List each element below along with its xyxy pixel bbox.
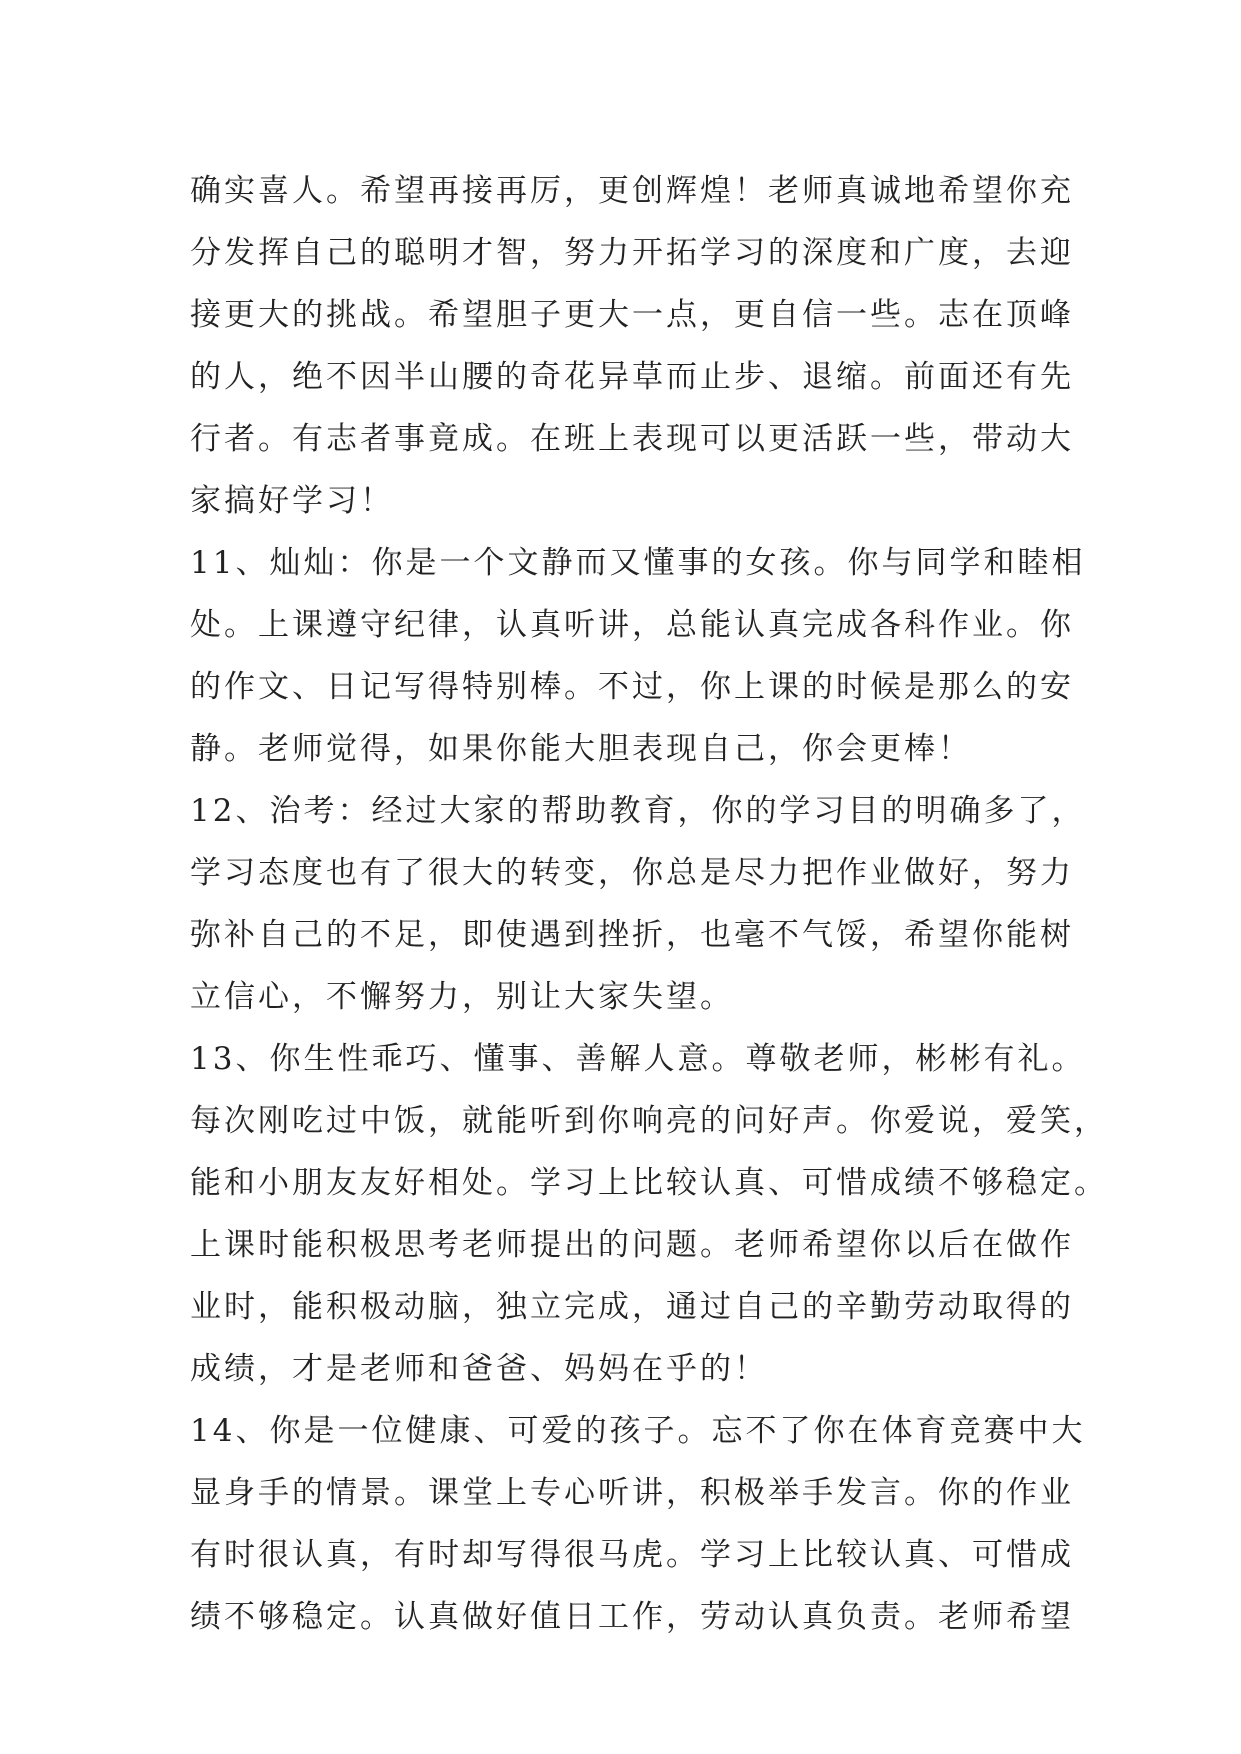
document-body xyxy=(190,160,1108,1648)
text-line: 显身手的情景。课堂上专心听讲，积极举手发言。你的作业 xyxy=(190,1475,1074,1511)
text-line: 的人，绝不因半山腰的奇花异草而止步、退缩。前面还有先 xyxy=(190,359,1074,395)
text-line: 每次刚吃过中饭，就能听到你响亮的问好声。你爱说，爱笑， xyxy=(190,1103,1108,1139)
text-line: 学习态度也有了很大的转变，你总是尽力把作业做好，努力 xyxy=(190,855,1074,891)
text-line: 静。老师觉得，如果你能大胆表现自己，你会更棒！ xyxy=(190,731,972,767)
text-line: 上课时能积极思考老师提出的问题。老师希望你以后在做作 xyxy=(190,1227,1074,1263)
text-line: 分发挥自己的聪明才智，努力开拓学习的深度和广度，去迎 xyxy=(190,235,1074,271)
text-line: 14、你是一位健康、可爱的孩子。忘不了你在体育竞赛中大 xyxy=(190,1413,1086,1449)
text-line: 能和小朋友友好相处。学习上比较认真、可惜成绩不够稳定。 xyxy=(190,1165,1108,1201)
text-line: 13、你生性乖巧、懂事、善解人意。尊敬老师，彬彬有礼。 xyxy=(190,1041,1086,1077)
text-line: 立信心，不懈努力，别让大家失望。 xyxy=(190,979,734,1015)
text-line: 接更大的挑战。希望胆子更大一点，更自信一些。志在顶峰 xyxy=(190,297,1074,333)
text-line: 业时，能积极动脑，独立完成，通过自己的辛勤劳动取得的 xyxy=(190,1289,1074,1325)
text-line: 确实喜人。希望再接再厉，更创辉煌！老师真诚地希望你充 xyxy=(190,173,1074,209)
text-line: 弥补自己的不足，即使遇到挫折，也毫不气馁，希望你能树 xyxy=(190,917,1074,953)
text-line: 有时很认真，有时却写得很马虎。学习上比较认真、可惜成 xyxy=(190,1537,1074,1573)
text-line: 成绩，才是老师和爸爸、妈妈在乎的！ xyxy=(190,1351,768,1387)
text-line: 家搞好学习！ xyxy=(190,483,394,519)
text-line: 绩不够稳定。认真做好值日工作，劳动认真负责。老师希望 xyxy=(190,1599,1074,1635)
text-line: 处。上课遵守纪律，认真听讲，总能认真完成各科作业。你 xyxy=(190,607,1074,643)
text-line: 12、治考：经过大家的帮助教育，你的学习目的明确多了， xyxy=(190,793,1086,829)
text-line: 的作文、日记写得特别棒。不过，你上课的时候是那么的安 xyxy=(190,669,1074,705)
text-line: 11、灿灿：你是一个文静而又懂事的女孩。你与同学和睦相 xyxy=(190,545,1086,581)
text-line: 行者。有志者事竟成。在班上表现可以更活跃一些，带动大 xyxy=(190,421,1074,457)
